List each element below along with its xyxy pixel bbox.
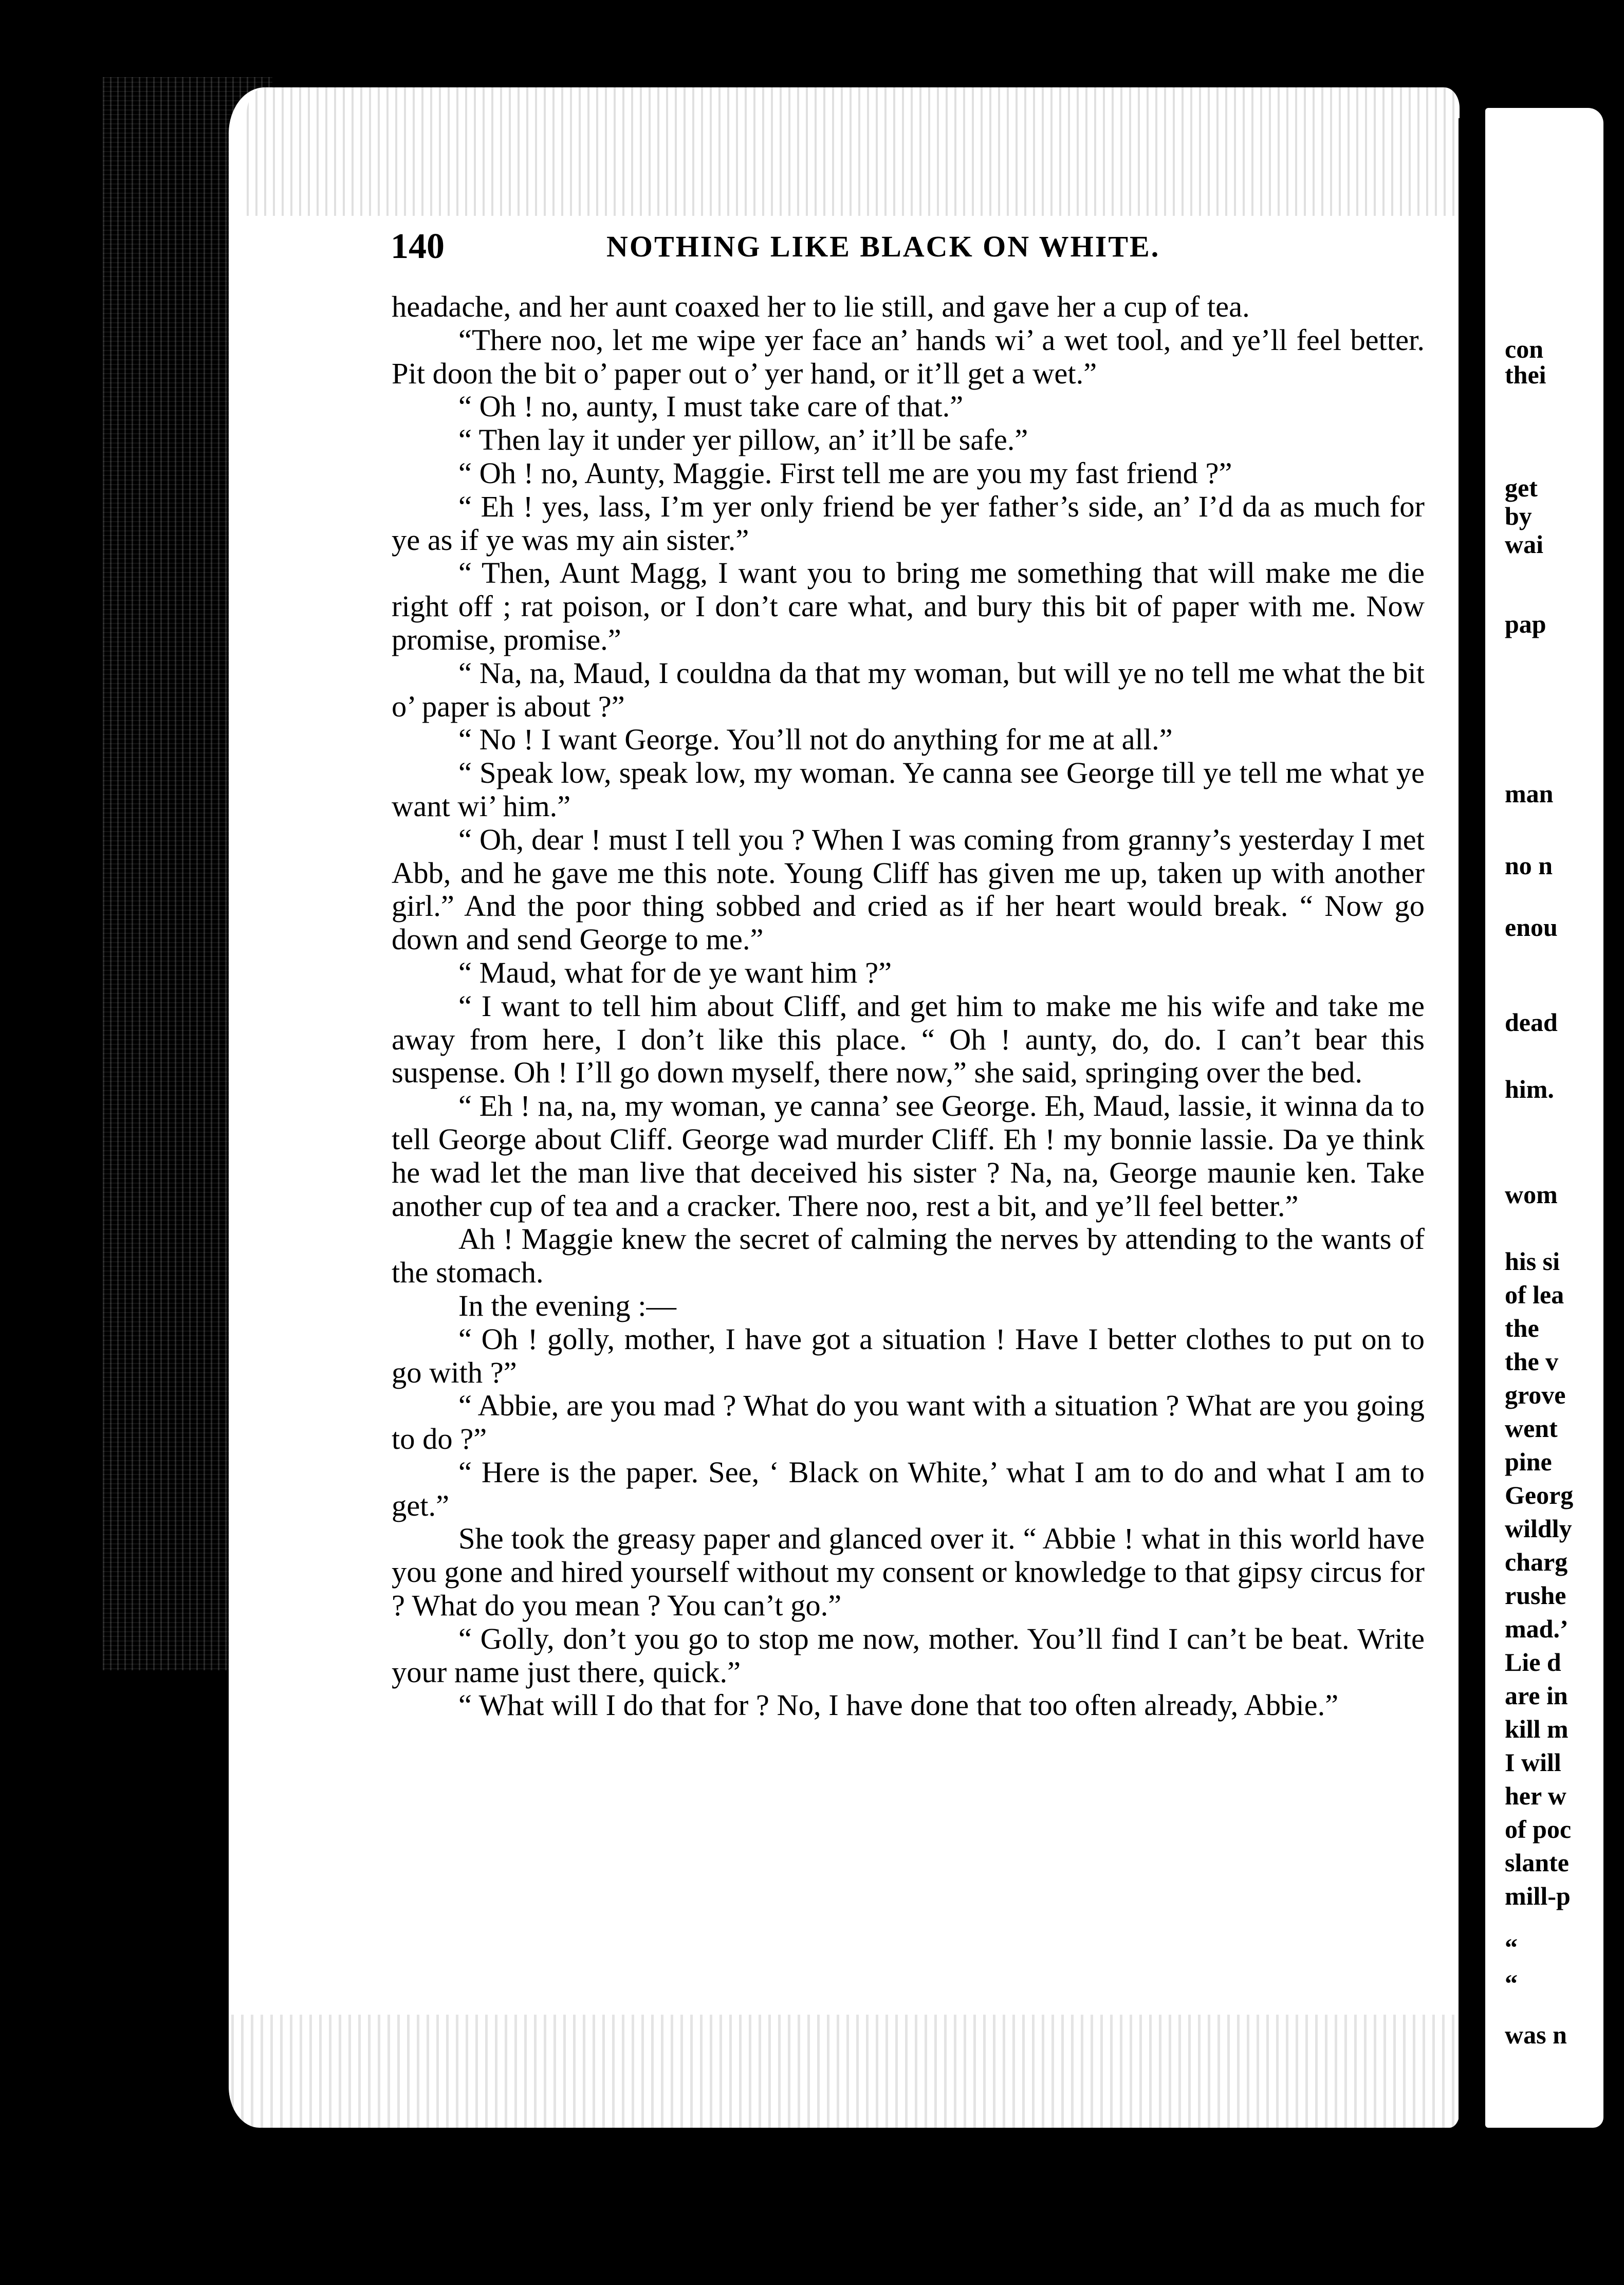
page-body-text	[392, 290, 1425, 1722]
neighbor-text-fragment: thei	[1505, 360, 1546, 389]
neighbor-text-fragment: get	[1505, 473, 1538, 502]
paragraph: “ I want to tell him about Cliff, and get him to make me his wife and take me away from here, I don’t like this place. “ Oh ! aunty, do, do. I can’t bear this suspense. Oh ! I’ll go down myself, there now,” she said, springing over the bed.	[392, 989, 1425, 1090]
neighbor-text-fragment: enou	[1505, 913, 1558, 942]
neighbor-text-fragment: went	[1505, 1414, 1558, 1443]
paragraph: In the evening :—	[458, 1288, 677, 1322]
page-edge-scan-noise-bottom	[231, 2015, 1454, 2128]
neighbor-text-fragment: “	[1505, 1933, 1518, 1962]
paragraph: “ Then, Aunt Magg, I want you to bring me something that will make me die right off ; rat poison, or I don’t care what, and bury this bit of paper with me. Now promise, promise.”	[392, 556, 1425, 656]
paragraph: “ Oh ! no, aunty, I must take care of that.”	[458, 390, 964, 423]
neighbor-text-fragment: the	[1505, 1314, 1539, 1342]
neighbor-text-fragment: his si	[1505, 1247, 1560, 1276]
paragraph: “ Golly, don’t you go to stop me now, mother. You’ll find I can’t be beat. Write your name just there, quick.”	[392, 1621, 1425, 1689]
neighbor-text-fragment: the v	[1505, 1347, 1559, 1376]
paragraph: “ Eh ! na, na, my woman, ye canna’ see George. Eh, Maud, lassie, it winna da to tell George about Cliff. George wad murder Cliff. Eh ! my bonnie lassie. Da ye think he wad let the man live that deceived his sister ? Na, na, George maunie ken. Take another cup of tea and a cracker. There noo, rest a bit, and ye’ll feel better.”	[392, 1089, 1425, 1223]
page-number: 140	[391, 227, 445, 266]
paragraph: “ Oh ! no, Aunty, Maggie. First tell me are you my fast friend ?”	[458, 456, 1232, 490]
paragraph: She took the greasy paper and glanced over it. “ Abbie ! what in this world have you gone and hired yourself without my consent or knowledge to that gipsy circus for ? What do you mean ? You can’t go.”	[392, 1522, 1425, 1623]
paragraph: “ No ! I want George. You’ll not do anything for me at all.”	[458, 723, 1173, 757]
page-gap-shadow	[1459, 118, 1489, 2123]
neighbor-text-fragment: rushe	[1505, 1581, 1566, 1610]
neighbor-text-fragment: dead	[1505, 1008, 1558, 1037]
neighbor-text-fragment: con	[1505, 335, 1543, 363]
neighbor-text-fragment: of lea	[1505, 1280, 1564, 1309]
paragraph: “ Na, na, Maud, I couldna da that my woman, but will ye no tell me what the bit o’ paper is about ?”	[392, 656, 1425, 723]
paragraph: “ What will I do that for ? No, I have done that too often already, Abbie.”	[458, 1688, 1339, 1722]
neighbor-text-fragment: wai	[1505, 530, 1543, 559]
neighbor-text-fragment: grove	[1505, 1380, 1566, 1409]
neighbor-text-fragment: are in	[1505, 1681, 1568, 1710]
neighbor-text-fragment: I will	[1505, 1748, 1561, 1777]
neighbor-text-fragment: pap	[1505, 610, 1546, 638]
neighbor-text-fragment: by	[1505, 502, 1532, 530]
paragraph: “ Then lay it under yer pillow, an’ it’ll be safe.”	[458, 423, 1028, 457]
neighbor-text-fragment: man	[1505, 779, 1554, 808]
neighbor-text-fragment: pine	[1505, 1447, 1552, 1476]
neighbor-text-fragment: mill-p	[1505, 1882, 1571, 1910]
neighbor-text-fragment: him.	[1505, 1075, 1554, 1103]
running-title: NOTHING LIKE BLACK ON WHITE.	[606, 230, 1160, 263]
running-header	[391, 226, 1429, 272]
neighbor-text-fragment: kill m	[1505, 1715, 1568, 1743]
paragraph: “ Oh ! golly, mother, I have got a situation ! Have I better clothes to put on to go with ?”	[392, 1322, 1425, 1389]
neighbor-text-fragment: mad.’	[1505, 1614, 1568, 1643]
paragraph: Ah ! Maggie knew the secret of calming the nerves by attending to the wants of the stomach.	[392, 1222, 1425, 1289]
neighbor-text-fragment: Georg	[1505, 1481, 1574, 1509]
neighbor-text-fragment: slante	[1505, 1848, 1569, 1877]
neighbor-text-fragment: wildly	[1505, 1514, 1572, 1543]
neighbor-text-fragment: her w	[1505, 1781, 1566, 1810]
adjacent-page-fragment	[1485, 108, 1603, 2128]
paragraph: “ Here is the paper. See, ‘ Black on White,’ what I am to do and what I am to get.”	[392, 1455, 1425, 1522]
paragraph: “ Speak low, speak low, my woman. Ye canna see George till ye tell me what ye want wi’ him.”	[392, 756, 1425, 823]
neighbor-text-fragment: was n	[1505, 2020, 1567, 2049]
neighbor-text-fragment: wom	[1505, 1180, 1558, 1209]
neighbor-text-fragment: Lie d	[1505, 1648, 1561, 1676]
paragraph: “ Maud, what for de ye want him ?”	[458, 955, 892, 989]
neighbor-text-fragment: “	[1505, 1969, 1518, 1998]
paragraph: “There noo, let me wipe yer face an’ hands wi’ a wet tool, and ye’ll feel better. Pit doon the bit o’ paper out o’ yer hand, or it’ll get a wet.”	[392, 323, 1425, 390]
page-edge-scan-noise-top	[247, 82, 1460, 216]
neighbor-text-fragment: no n	[1505, 851, 1553, 880]
paragraph: “ Eh ! yes, lass, I’m yer only friend be yer father’s side, an’ I’d da as much for ye as if ye was my ain sister.”	[392, 489, 1425, 557]
paragraph: “ Oh, dear ! must I tell you ? When I was coming from granny’s yesterday I met Abb, and he gave me this note. Young Cliff has given me up, taken up with another girl.” And the poor thing sobbed and cried as if her heart would break. “ Now go down and send George to me.”	[392, 822, 1425, 956]
neighbor-text-fragment: of poc	[1505, 1815, 1572, 1844]
paragraph: “ Abbie, are you mad ? What do you want with a situation ? What are you going to do ?”	[392, 1389, 1425, 1456]
paragraph: headache, and her aunt coaxed her to lie still, and gave her a cup of tea.	[392, 290, 1250, 323]
neighbor-text-fragment: charg	[1505, 1547, 1568, 1576]
